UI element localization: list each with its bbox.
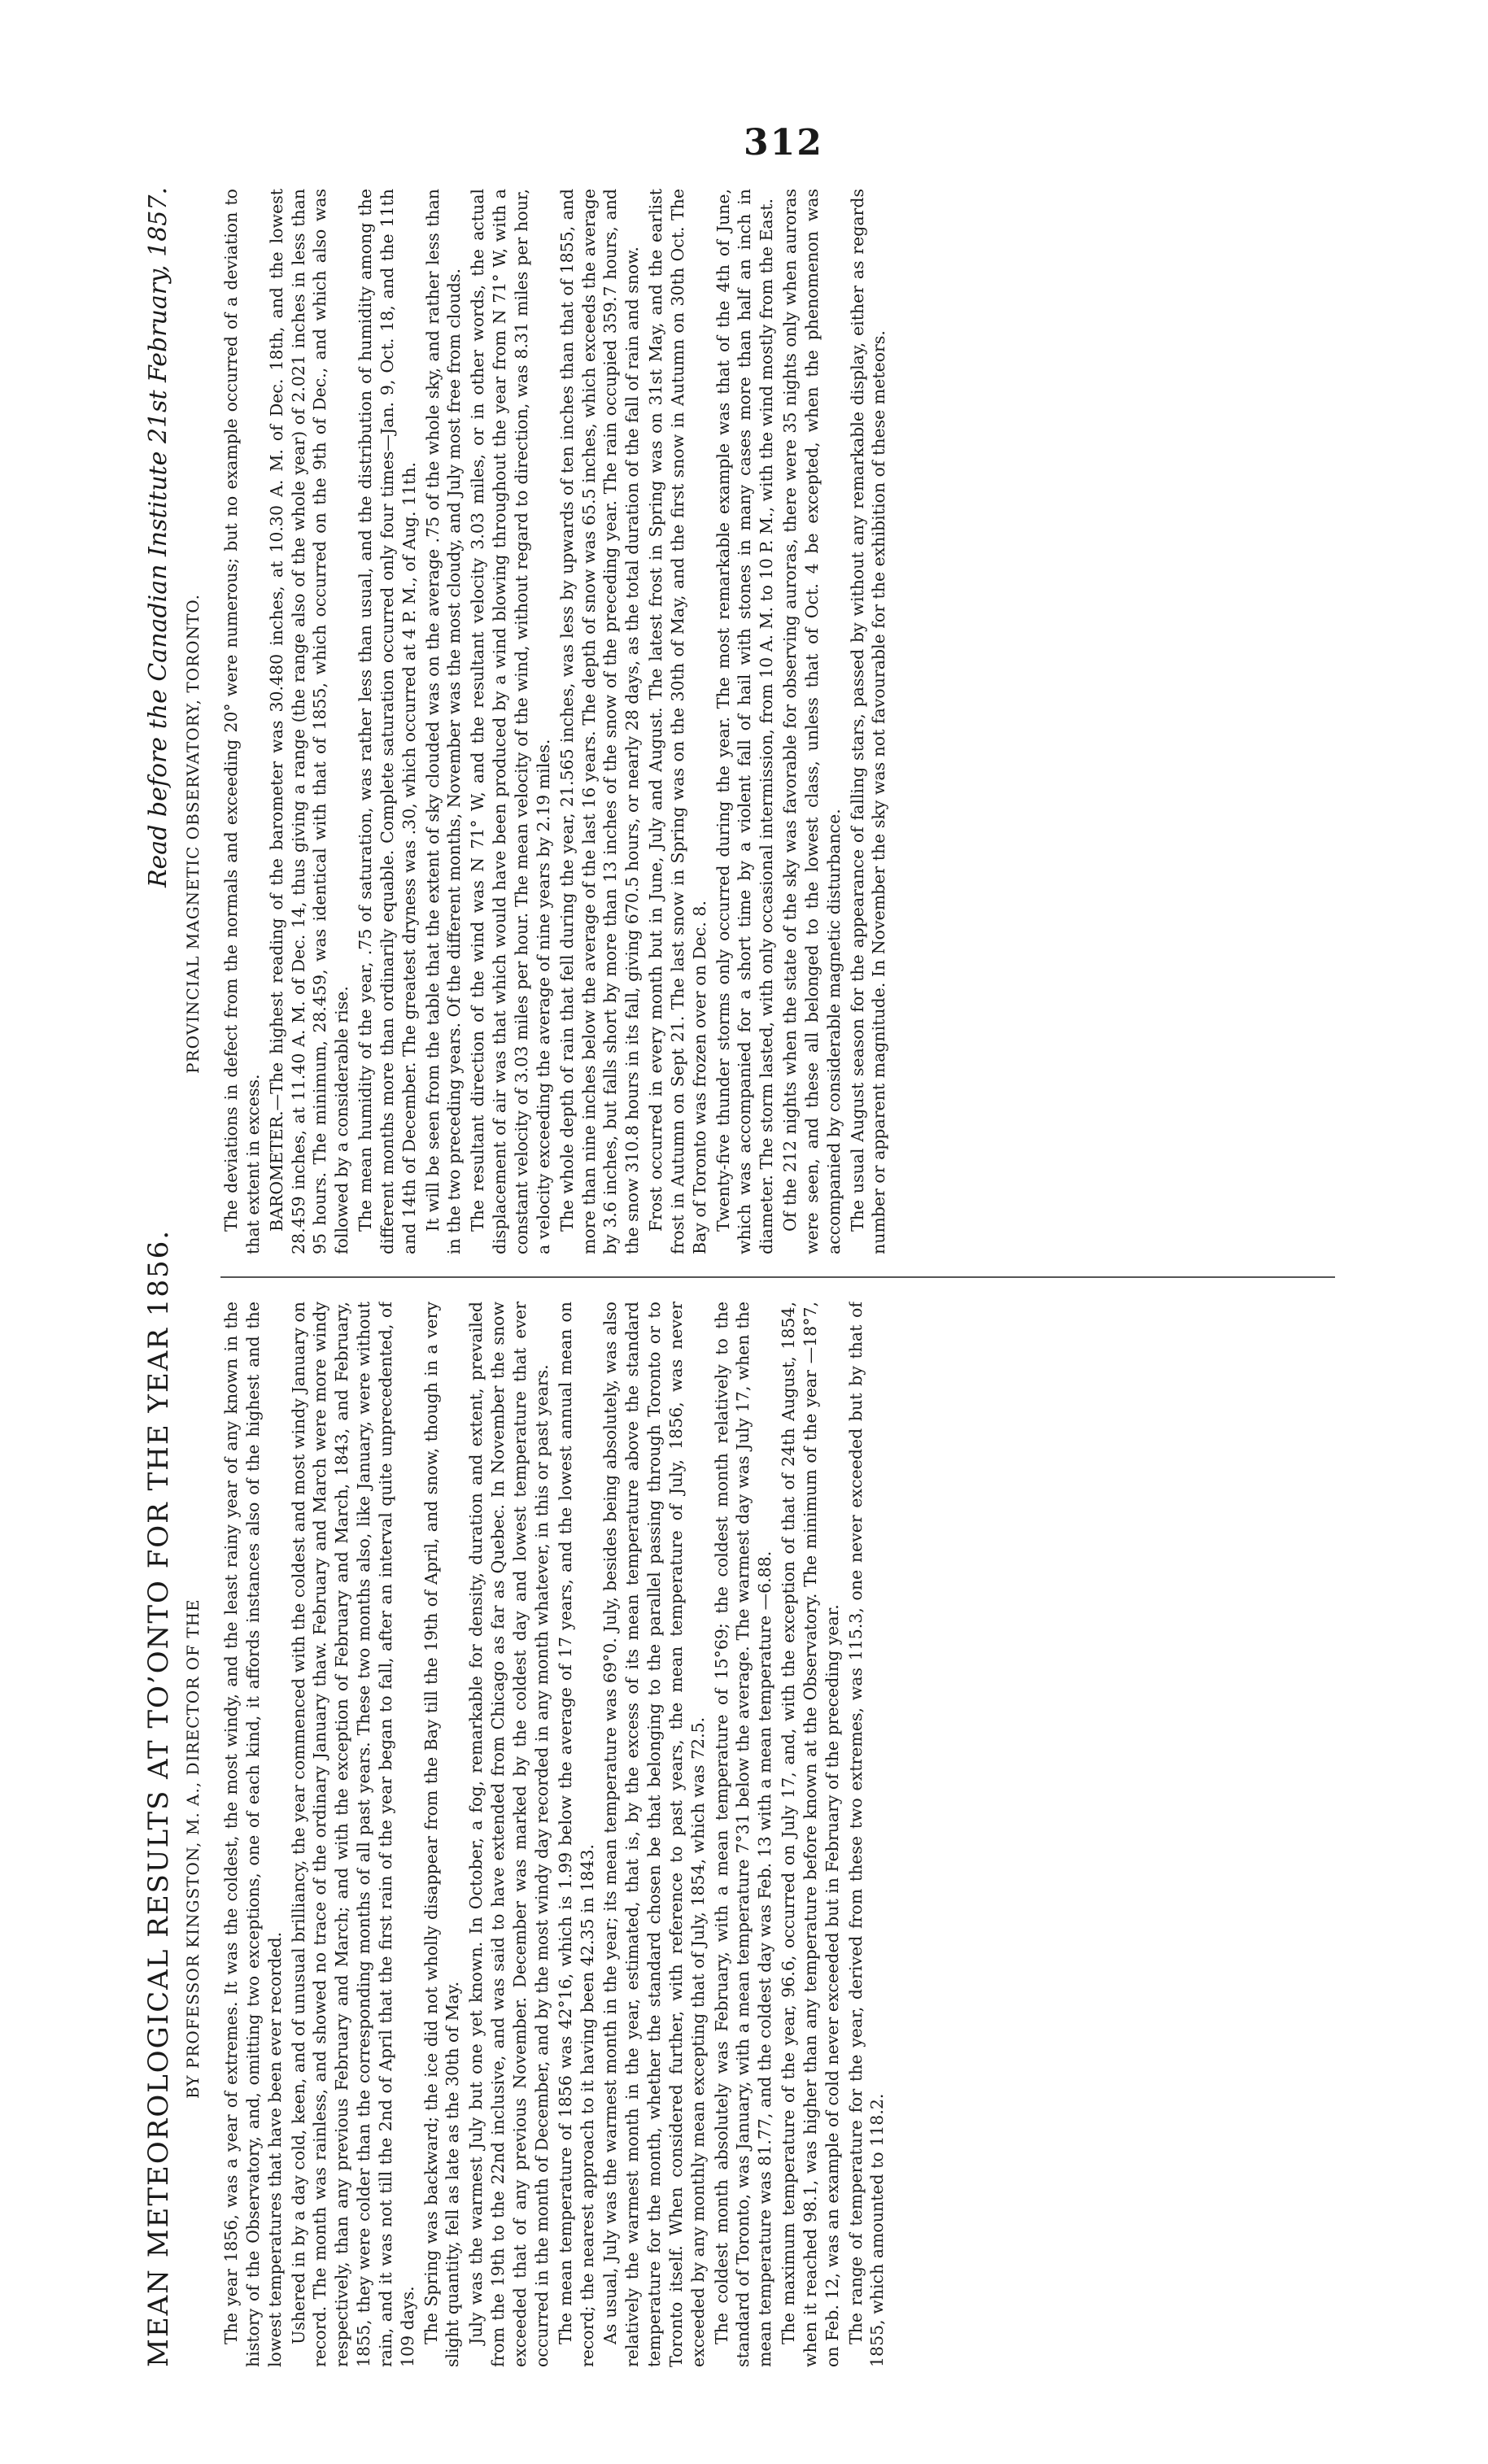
read-note: Read before the Canadian Institute 21st February, 1857.	[144, 187, 172, 888]
author-affiliation: PROVINCIAL MAGNETIC OBSERVATORY, TORONTO.	[183, 594, 203, 1074]
column-divider	[220, 1276, 1335, 1278]
paragraph: The year 1856, was a year of extremes. It was the coldest, the most windy, and the least rainy year of any known in the history of the Observatory, and, omitting two exceptions, one of each kind, it affords instances also of the highest and the lowest temperatures that have been ever recorded.	[221, 1302, 285, 2367]
page-number: 312	[744, 122, 823, 164]
paragraph: The whole depth of rain that fell during the year, 21.565 inches, was less by upwards of ten inches than that of 1855, and more than nine inches below the average of the last 16 years. The depth of snow was 65.5 inches, which exceeds the average by 3.6 inches, but falls short by more than 13 inches of the snow of the preceding year. The rain occupied 359.7 hours, and the snow 310.8 hours in its fall, giving 670.5 hours, or nearly 28 days, as the total duration of the fall of rain and snow.	[556, 189, 643, 1254]
paragraph: The resultant direction of the wind was N 71° W, and the resultant velocity 3.03 miles, or in other words, the actual displacement of air was that which would have been produced by a wind blowing throughout the year from N 71° W, with a constant velocity of 3.03 miles per hour. The mean velocity of the wind, without regard to direction, was 8.31 miles per hour, a velocity exceeding the average of nine years by 2.19 miles.	[468, 189, 553, 1254]
paragraph: The range of temperature for the year, derived from these two extremes, was 115.3, one never exceeded but by that of 1855, which amounted to 118.2.	[845, 1302, 888, 2367]
paragraph: The usual August season for the appearance of falling stars, passed by without any remarkable display, either as regards number or apparent magnitude. In November the sky was not favourable for the exhibition of these meteors.	[847, 189, 889, 1254]
paragraph: The deviations in defect from the normals and exceeding 20° were numerous; but no example occurred of a deviation to that extent in excess.	[221, 189, 263, 1254]
paragraph: The coldest month absolutely was February, with a mean temperature of 15°69; the coldest month relatively to the standard of Toronto, was January, with a mean temperature 7°31 below the average. The warmest day was July 17, when the mean temperature was 81.77, and the coldest day was Feb. 13 with a mean temperature —6.88.	[711, 1302, 775, 2367]
paragraph: The Spring was backward; the ice did not wholly disappear from the Bay till the 19th of April, and snow, though in a very slight quantity, fell as late as the 30th of May.	[421, 1302, 463, 2367]
left-column	[220, 1302, 1343, 2367]
article-heading	[142, 187, 207, 2367]
paragraph: The mean humidity of the year, .75 of saturation, was rather less than usual, and the distribution of humidity among the different months more than ordinarily equable. Complete saturation occurred only four times—Jan. 9, Oct. 18, and the 11th and 14th of December. The greatest dryness was .30, which occurred at 4 P. M., of Aug. 11th.	[356, 189, 419, 1254]
rotated-text-block	[142, 187, 1346, 2367]
paragraph: The maximum temperature of the year, 96.6, occurred on July 17, and, with the exception of that of 24th August, 1854, when it reached 98.1, was higher than any temperature before known at the Observatory. The minimum of the year —18°7, on Feb. 12, was an example of cold never exceeded but in February of the preceding year.	[779, 1302, 842, 2367]
right-column	[220, 189, 1343, 1254]
paragraph: The mean temperature of 1856 was 42°16, which is 1.99 below the average of 17 years, and the lowest annual mean on record; the nearest approach to it having been 42.35 in 1843.	[555, 1302, 597, 2367]
paragraph: Ushered in by a day cold, keen, and of unusual brilliancy, the year commenced with the coldest and most windy January on record. The month was rainless, and showed no trace of the ordinary January thaw. February and March were more windy respectively, than any previous February and March; and with the exception of February and March, 1843, and February, 1855, they were colder than the corresponding months of all past years. These two months also, like January, were without rain, and it was not till the 2nd of April that the first rain of the year began to fall, after an interval quite unprecedented, of 109 days.	[288, 1302, 417, 2367]
article-title: MEAN METEOROLOGICAL RESULTS AT TO’ONTO FOR THE YEAR 1856.	[142, 1228, 175, 2367]
paragraph: Of the 212 nights when the state of the sky was favorable for observing auroras, there were 35 nights only when auroras were seen, and these all belonged to the lowest class, unless that of Oct. 4 be excepted, when the phenomenon was accompanied by considerable magnetic disturbance.	[780, 189, 844, 1254]
paragraph: BAROMETER.—The highest reading of the barometer was 30.480 inches, at 10.30 A. M. of Dec. 18th, and the lowest 28.459 inches, at 11.40 A. M. of Dec. 14, thus giving a range (the range also of the whole year) of 2.021 inches in less than 95 hours. The minimum, 28.459, was identical with that of 1855, which occurred on the 9th of Dec., and which also was followed by a considerable rise.	[266, 189, 352, 1254]
paragraph: As usual, July was the warmest month in the year; its mean temperature was 69°0. July, besides being absolutely, was also relatively the warmest month in the year, estimated, that is, by the excess of its mean temperature above the standard temperature for the month, whether the standard chosen be that belonging to the parallel passing through Toronto or to Toronto itself. When considered further, with reference to past years, the mean temperature of July, 1856, was never exceeded by any monthly mean excepting that of July, 1854, which was 72.5.	[600, 1302, 708, 2367]
author-byline: BY PROFESSOR KINGSTON, M. A., DIRECTOR OF THE	[183, 1598, 203, 2099]
paragraph: It will be seen from the table that the extent of sky clouded was on the average .75 of the whole sky, and rather less than in the two preceding years. Of the different months, November was the most cloudy, and July most free from clouds.	[422, 189, 465, 1254]
paragraph: July was the warmest July but one yet known. In October, a fog, remarkable for density, duration and extent, prevailed from the 19th to the 22nd inclusive, and was said to have extended from Chicago as far as Quebec. In November the snow exceeded that of any previous November. December was marked by the coldest day and lowest temperature that ever occurred in the month of December, and by the most windy day recorded in any month whatever, in this or past years.	[466, 1302, 552, 2367]
paragraph: Twenty-five thunder storms only occurred during the year. The most remarkable example was that of the 4th of June, which was accompanied for a short time by a violent fall of hail with stones in many cases more than half an inch in diameter. The storm lasted, with only occasional intermission, from 10 A. M. to 10 P. M., with the wind mostly from the East.	[713, 189, 777, 1254]
paragraph: Frost occurred in every month but in June, July and August. The latest frost in Spring was on 31st May, and the earlist frost in Autumn on Sept 21. The last snow in Spring was on the 30th of May, and the first snow in Autumn on 30th Oct. The Bay of Toronto was frozen over on Dec. 8.	[646, 189, 709, 1254]
